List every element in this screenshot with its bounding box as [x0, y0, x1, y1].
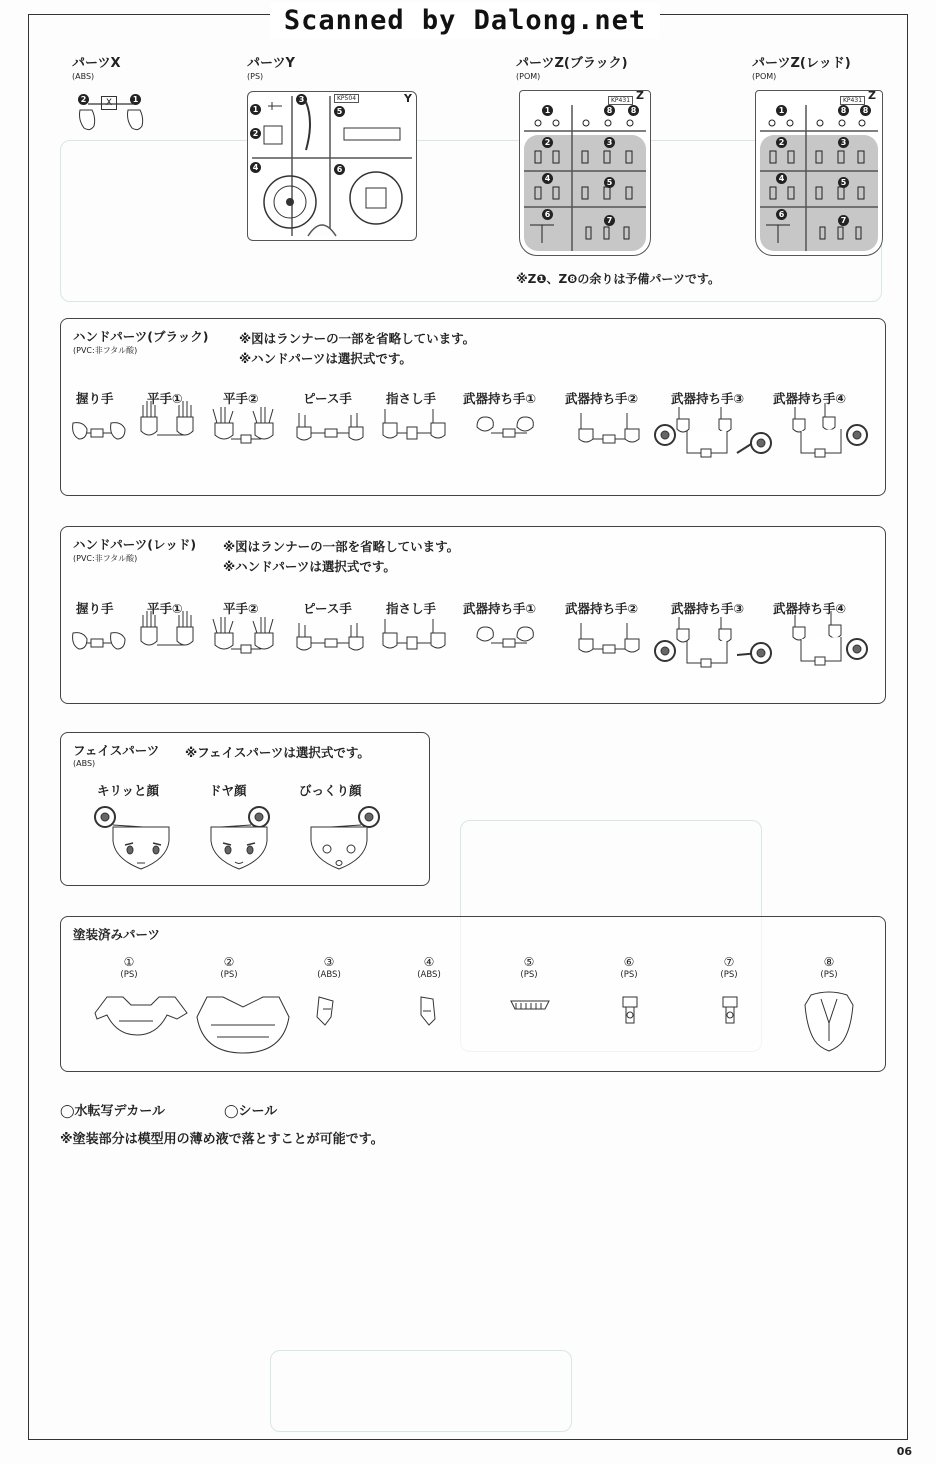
hand-red-note-2: ※ハンドパーツは選択式です。 [223, 559, 396, 574]
hand-red-label: 武器持ち手③ [671, 601, 745, 616]
painted-num: ⑤ [523, 955, 535, 969]
hand-red-label: 武器持ち手① [463, 601, 537, 616]
z-red-num-2: 2 [776, 137, 787, 148]
part-x-hands [76, 94, 146, 136]
hand-black-label: 武器持ち手④ [773, 391, 847, 406]
z-red-num-7: 7 [838, 215, 849, 226]
hand-red-label: ピース手 [303, 601, 352, 616]
part-y-num-5: 5 [334, 106, 345, 117]
z-red-num-3: 3 [838, 137, 849, 148]
hand-red-drawings [61, 527, 887, 705]
part-z-red-tag: KP431 [840, 96, 865, 105]
part-x [72, 52, 121, 81]
z-black-num-5: 5 [604, 177, 615, 188]
face-label: ドヤ顔 [209, 783, 247, 798]
painted-panel [60, 916, 886, 1072]
painted-num: ⑧ [823, 955, 835, 969]
painted-mat: (PS) [120, 970, 138, 980]
part-z-black-runner [519, 90, 651, 256]
hand-black-note-2: ※ハンドパーツは選択式です。 [239, 351, 412, 366]
hand-black-panel [60, 318, 886, 496]
part-z-black-tag: KP431 [608, 96, 633, 105]
part-x-num-2: 2 [78, 94, 89, 105]
hand-red-label: 平手② [223, 601, 259, 616]
part-x-runner [76, 94, 146, 136]
painted-drawings [61, 917, 887, 1073]
part-y-drawing [248, 92, 416, 240]
solvent-note: ※塗装部分は模型用の薄め液で落とすことが可能です。 [60, 1132, 384, 1147]
z-black-num-7: 7 [604, 215, 615, 226]
hand-red-note-1: ※図はランナーの一部を省略しています。 [223, 539, 460, 554]
part-z-black-title: パーツZ(ブラック) [516, 56, 628, 71]
part-z-black [516, 52, 628, 81]
z-black-num-3: 3 [604, 137, 615, 148]
hand-black-label: ピース手 [303, 391, 352, 406]
hand-black-label: 武器持ち手③ [671, 391, 745, 406]
z-black-num-2: 2 [542, 137, 553, 148]
z-red-num-5: 5 [838, 177, 849, 188]
painted-mat: (ABS) [417, 970, 441, 980]
hand-red-label: 武器持ち手② [565, 601, 639, 616]
part-z-red-title: パーツZ(レッド) [752, 56, 851, 71]
face-label: びっくり顔 [299, 783, 362, 798]
painted-num: ⑥ [623, 955, 635, 969]
hand-red-label: 平手① [147, 601, 183, 616]
face-drawings [61, 733, 431, 887]
part-y-num-2: 2 [250, 128, 261, 139]
hand-black-label: 武器持ち手② [565, 391, 639, 406]
part-x-title: パーツX [72, 56, 121, 71]
painted-num: ⑦ [723, 955, 735, 969]
part-y-material: (PS) [247, 72, 264, 81]
hand-black-label: 武器持ち手① [463, 391, 537, 406]
painted-mat: (PS) [720, 970, 738, 980]
hand-black-note-1: ※図はランナーの一部を省略しています。 [239, 331, 476, 346]
seal-label: ◯シール [224, 1104, 278, 1119]
z-black-num-8b: 8 [628, 105, 639, 116]
face-title: フェイスパーツ [73, 743, 160, 758]
part-y-tag: KP504 [334, 94, 359, 103]
painted-mat: (PS) [520, 970, 538, 980]
part-y-num-1: 1 [250, 104, 261, 115]
spare-parts-note: ※Z❶、Z❽の余りは予備パーツです。 [516, 272, 720, 286]
hand-red-title: ハンドパーツ(レッド) [73, 537, 197, 552]
painted-mat: (PS) [820, 970, 838, 980]
face-material: (ABS) [73, 759, 96, 768]
hand-black-label: 指さし手 [386, 391, 437, 406]
hand-black-drawings [61, 319, 887, 497]
hand-black-label: 握り手 [76, 391, 114, 406]
watermark: Scanned by Dalong.net [270, 3, 660, 39]
page-number: 06 [896, 1445, 912, 1458]
z-black-num-4: 4 [542, 173, 553, 184]
hand-red-label: 指さし手 [386, 601, 437, 616]
part-x-letter: X [101, 96, 117, 110]
painted-mat: (PS) [220, 970, 238, 980]
part-y-num-3: 3 [296, 94, 307, 105]
painted-num: ④ [423, 955, 435, 969]
z-black-num-1: 1 [542, 105, 553, 116]
painted-num: ② [223, 955, 235, 969]
part-z-red-letter: Z [868, 89, 876, 102]
part-x-num-1: 1 [130, 94, 141, 105]
part-y-num-4: 4 [250, 162, 261, 173]
part-z-red [752, 52, 851, 81]
part-z-red-material: (POM) [752, 72, 777, 81]
hand-black-material: (PVC:非フタル酸) [73, 346, 138, 355]
z-black-num-8a: 8 [604, 105, 615, 116]
painted-title: 塗装済みパーツ [73, 927, 161, 942]
painted-mat: (ABS) [317, 970, 341, 980]
face-note: ※フェイスパーツは選択式です。 [185, 745, 370, 760]
painted-num: ③ [323, 955, 335, 969]
part-z-black-material: (POM) [516, 72, 541, 81]
face-label: キリッと顔 [97, 783, 160, 798]
z-red-num-6: 6 [776, 209, 787, 220]
part-y-runner [247, 91, 417, 241]
z-red-num-8a: 8 [838, 105, 849, 116]
face-panel [60, 732, 430, 886]
hand-red-label: 握り手 [76, 601, 114, 616]
part-x-material: (ABS) [72, 72, 95, 81]
painted-num: ① [123, 955, 135, 969]
part-y-letter: Y [404, 92, 412, 105]
z-red-num-4: 4 [776, 173, 787, 184]
hand-red-label: 武器持ち手④ [773, 601, 847, 616]
painted-mat: (PS) [620, 970, 638, 980]
hand-black-label: 平手① [147, 391, 183, 406]
z-red-num-1: 1 [776, 105, 787, 116]
part-y [247, 52, 295, 81]
z-black-num-6: 6 [542, 209, 553, 220]
hand-black-label: 平手② [223, 391, 259, 406]
z-red-num-8b: 8 [860, 105, 871, 116]
hand-red-panel [60, 526, 886, 704]
decal-label: ◯水転写デカール [60, 1104, 166, 1119]
part-z-red-runner [755, 90, 883, 256]
hand-red-material: (PVC:非フタル酸) [73, 554, 138, 563]
hand-black-title: ハンドパーツ(ブラック) [73, 329, 209, 344]
part-z-black-letter: Z [636, 89, 644, 102]
part-y-num-6: 6 [334, 164, 345, 175]
part-y-title: パーツY [247, 56, 295, 71]
